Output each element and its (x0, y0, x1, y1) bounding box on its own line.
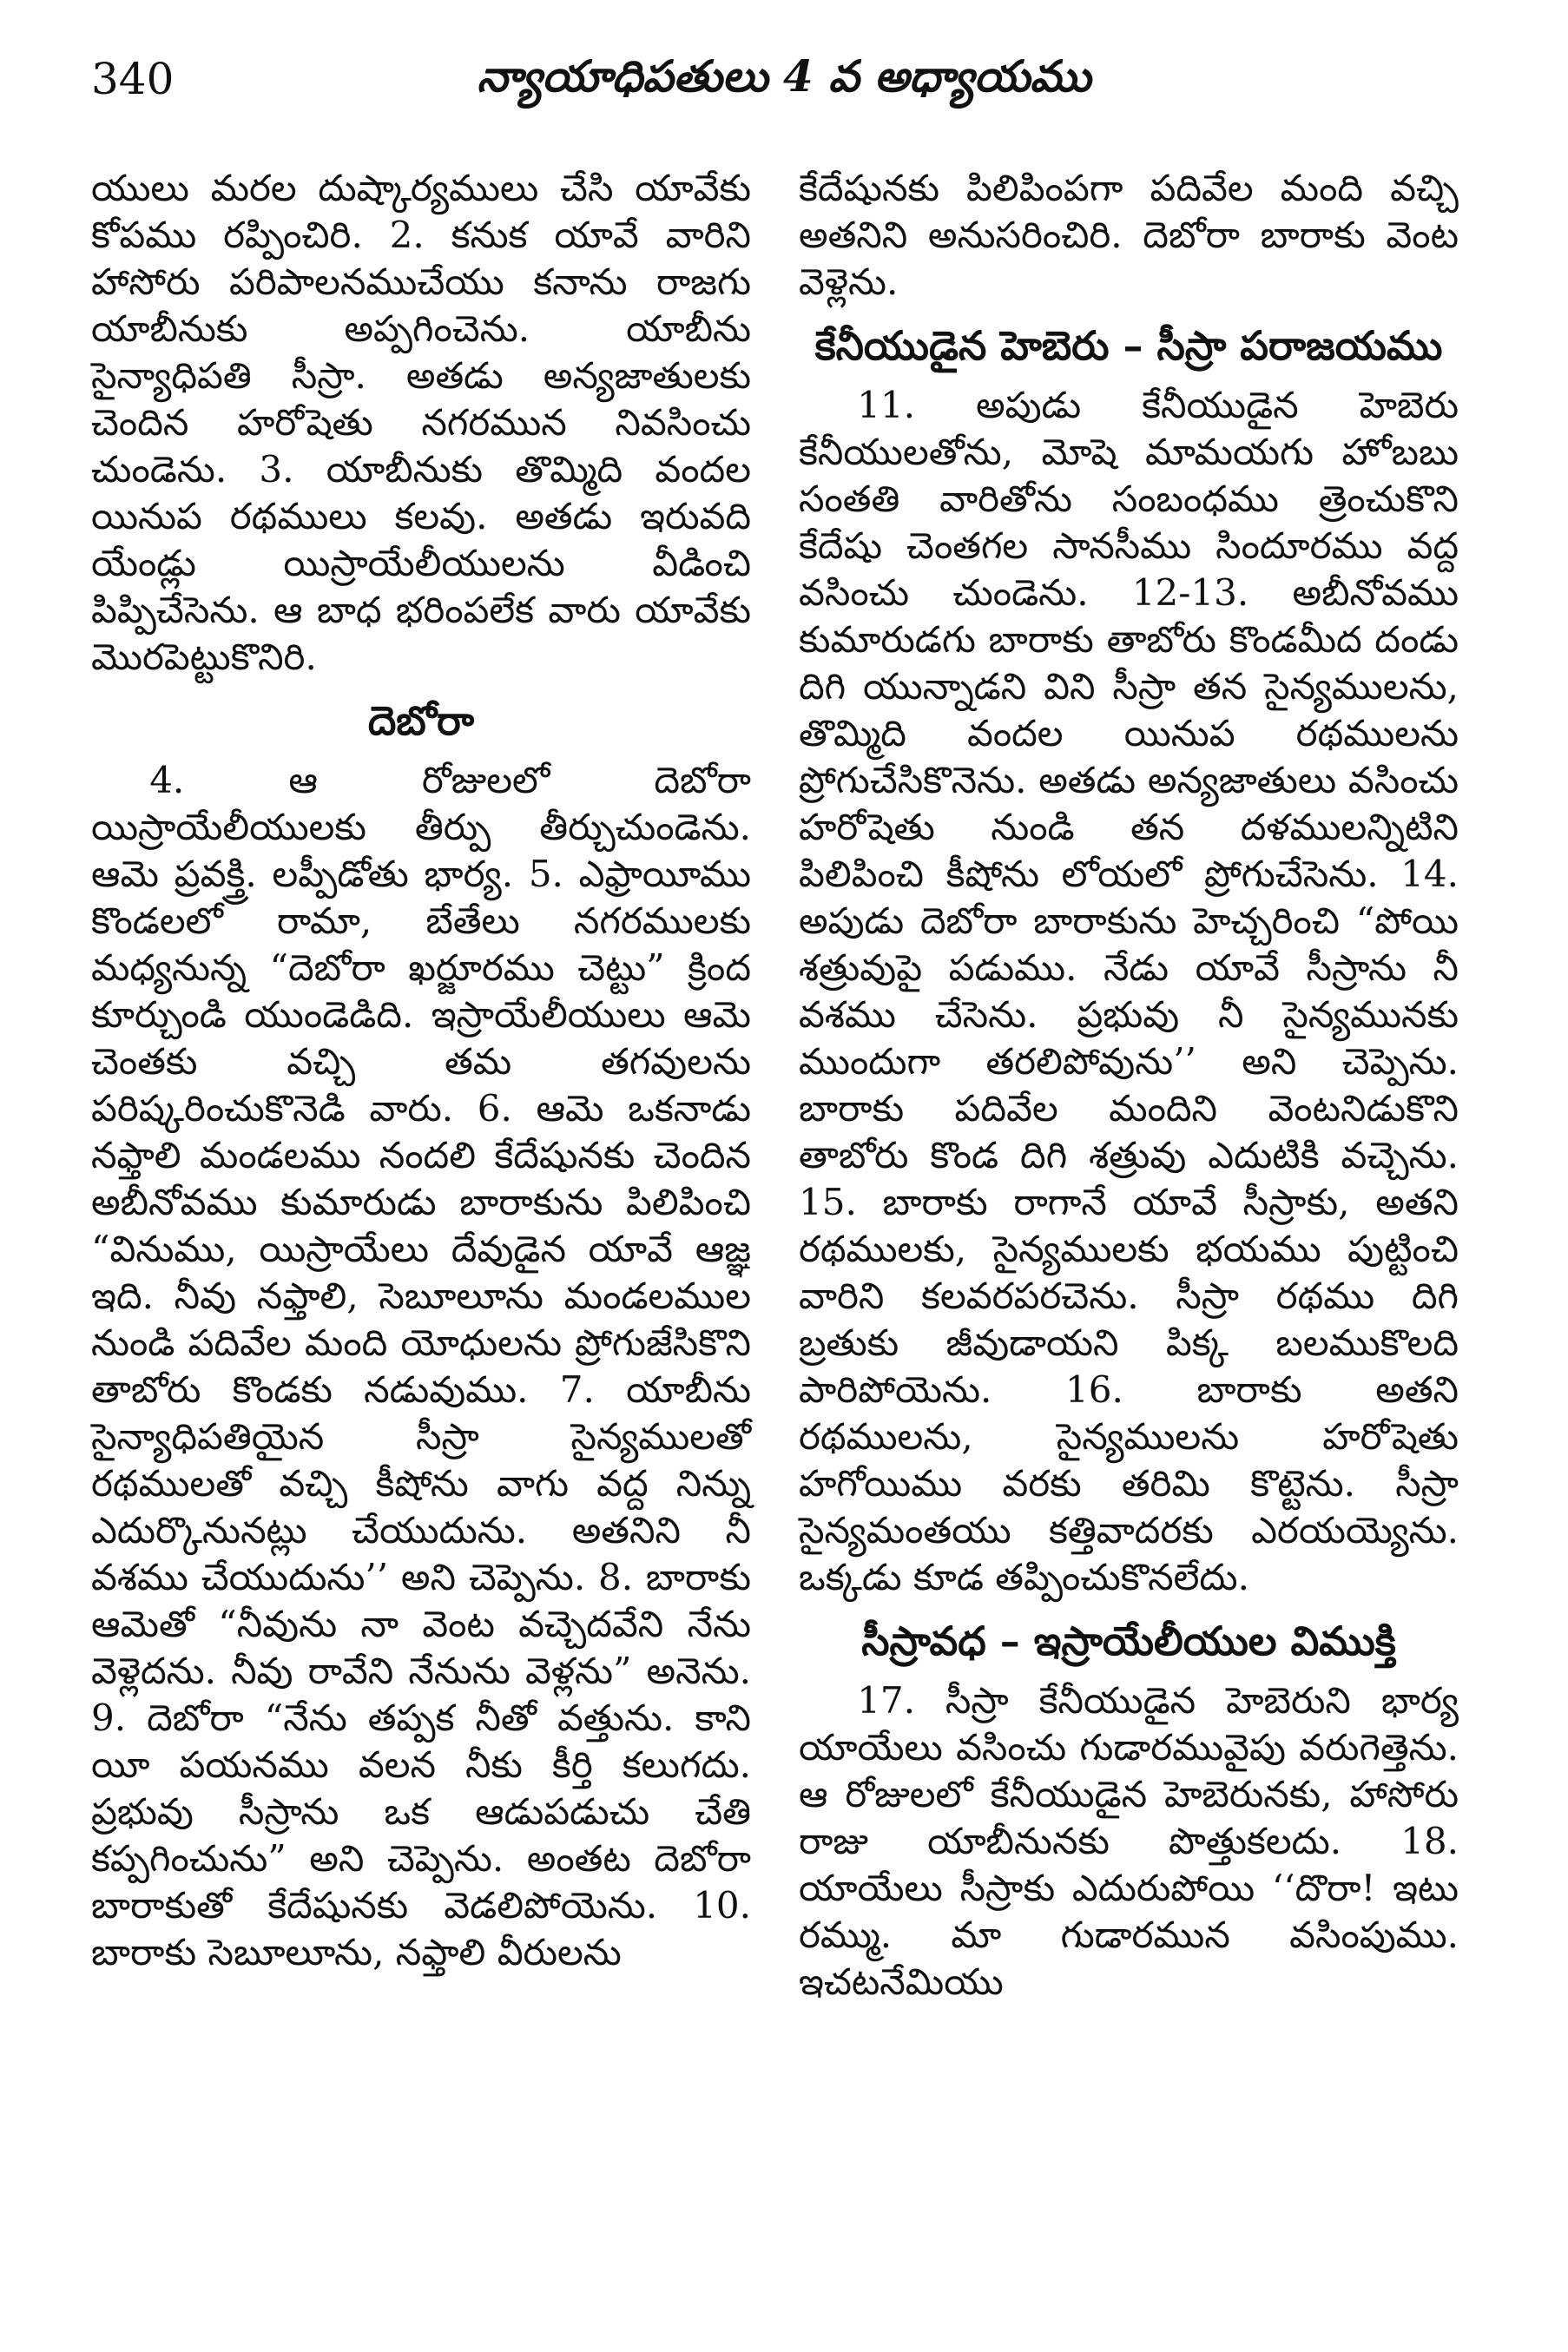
paragraph: యులు మరల దుష్కార్యములు చేసి యావేకు కోపము రప్పించిరి. 2. కనుక యావే వారిని హాసోరు పరిపాలనముచేయు కనాను రాజగు యాబీనుకు అప్పగించెను. యాబీను సైన్యాధిపతి సీస్రా. అతడు అన్యజాతులకు చెందిన హరోషెతు నగరమున నివసించు చుండెను. 3. యాబీనుకు తొమ్మిది వందల యినుప రథములు కలవు. అతడు ఇరువది యేండ్లు యిస్రాయేలీయులను వీడించి పిప్పిచేసెను. ఆ బాధ భరింపలేక వారు యావేకు మొరపెట్టుకొనిరి. (91, 167, 751, 678)
paragraph: 11. అపుడు కేనీయుడైన హెబెరు కేనీయులతోను, మోషె మామయగు హోబబు సంతతి వారితోను సంబంధము త్రెంచుకొని కేదేషు చెంతగల సానసీము సిందూరము వద్ద వసించు చుండెను. 12-13. అబీనోవము కుమారుడగు బారాకు తాబోరు కొండమీద దండు దిగి యున్నాడని విని సీస్రా తన సైన్యములను, తొమ్మిది వందల యినుప రథములను ప్రోగుచేసికొనెను. అతడు అన్యజాతులు వసించు హరోషెతు నుండి తన దళములన్నిటిని పిలిపించి కీషోను లోయలో ప్రోగుచేసెను. 14. అపుడు దెబోరా బారాకును హెచ్చరించి “పోయి శత్రువుపై పడుము. నేడు యావే సీస్రాను నీ వశము చేసెను. ప్రభువు నీ సైన్యమునకు ముందుగా తరలిపోవును’’ అని చెప్పెను. బారాకు పదివేల మందిని వెంటనిడుకొని తాబోరు కొండ దిగి శత్రువు ఎదుటికి వచ్చెను. 15. బారాకు రాగానే యావే సీస్రాకు, అతని రథములకు, సైన్యములకు భయము పుట్టించి వారిని కలవరపరచెను. సీస్రా రథము దిగి బ్రతుకు జీవుడాయని పిక్క బలముకొలది పారిపోయెను. 16. బారాకు అతని రథములను, సైన్యములను హరోషెతు హగోయిము వరకు తరిమి కొట్టెను. సీస్రా సైన్యమంతయు కత్తివాదరకు ఎరయయ్యెను. ఒక్కడు కూడ తప్పించుకొనలేదు. (799, 384, 1459, 1598)
running-title: న్యాయాధిపతులు 4 వ అధ్యాయము (477, 50, 1091, 102)
section-heading: సీస్రావధ – ఇస్రాయేలీయుల విముక్తి (861, 1617, 1396, 1664)
right-column (799, 165, 1459, 2006)
left-column (91, 165, 751, 1976)
paragraph: కేదేషునకు పిలిపింపగా పదివేల మంది వచ్చి అతనిని అనుసరించిరి. దెబోరా బారాకు వెంట వెళ్లెను. (799, 167, 1459, 303)
page-header (91, 45, 1477, 115)
page-number: 340 (91, 54, 175, 104)
section-heading: దెబోరా (367, 697, 475, 744)
section-heading: కేనీయుడైన హెబెరు – సీస్రా పరాజయము (814, 322, 1443, 369)
paragraph: 4. ఆ రోజులలో దెబోరా యిస్రాయేలీయులకు తీర్పు తీర్చుచుండెను. ఆమె ప్రవక్త్రి. లప్పీడోతు భార్య. 5. ఎఫ్రాయీము కొండలలో రామా, బేతేలు నగరములకు మధ్యనున్న “దెబోరా ఖర్జూరము చెట్టు” క్రింద కూర్చుండి యుండెడిది. ఇస్రాయేలీయులు ఆమె చెంతకు వచ్చి తమ తగవులను పరిష్కరించుకొనెడి వారు. 6. ఆమె ఒకనాడు నఫ్తాలి మండలము నందలి కేదేషునకు చెందిన అబీనోవము కుమారుడు బారాకును పిలిపించి “వినుము, యిస్రాయేలు దేవుడైన యావే ఆజ్ఞ ఇది. నీవు నఫ్తాలి, సెబూలూను మండలముల నుండి పదివేల మంది యోధులను ప్రోగుజేసికొని తాబోరు కొండకు నడువుము. 7. యాబీను సైన్యాధిపతియైన సీస్రా సైన్యములతో రథములతో వచ్చి కీషోను వాగు వద్ద నిన్ను ఎదుర్కొనునట్లు చేయుదును. అతనిని నీ వశము చేయుదును’’ అని చెప్పెను. 8. బారాకు ఆమెతో “నీవును నా వెంట వచ్చెదవేని నేను వెళ్లెదను. నీవు రావేని నేనును వెళ్లను” అనెను. 9. దెబోరా “నేను తప్పక నీతో వత్తును. కాని యీ పయనము వలన నీకు కీర్తి కలుగదు. ప్రభువు సీస్రాను ఒక ఆడుపడుచు చేతి కప్పగించును” అని చెప్పెను. అంతట దెబోరా బారాకుతో కేదేషునకు వెడలిపోయెను. 10. బారాకు సెబూలూను, నఫ్తాలి వీరులను (91, 759, 751, 1973)
paragraph: 17. సీస్రా కేనీయుడైన హెబెరుని భార్య యాయేలు వసించు గుడారమువైపు వరుగెత్తెను. ఆ రోజులలో కేనీయుడైన హెబెరునకు, హాసోరు రాజు యాబీనునకు పొత్తుకలదు. 18. యాయేలు సీస్రాకు ఎదురుపోయి ‘‘దొరా! ఇటు రమ్ము. మా గుడారమున వసింపుము. ఇచటనేమియు (799, 1679, 1459, 2003)
